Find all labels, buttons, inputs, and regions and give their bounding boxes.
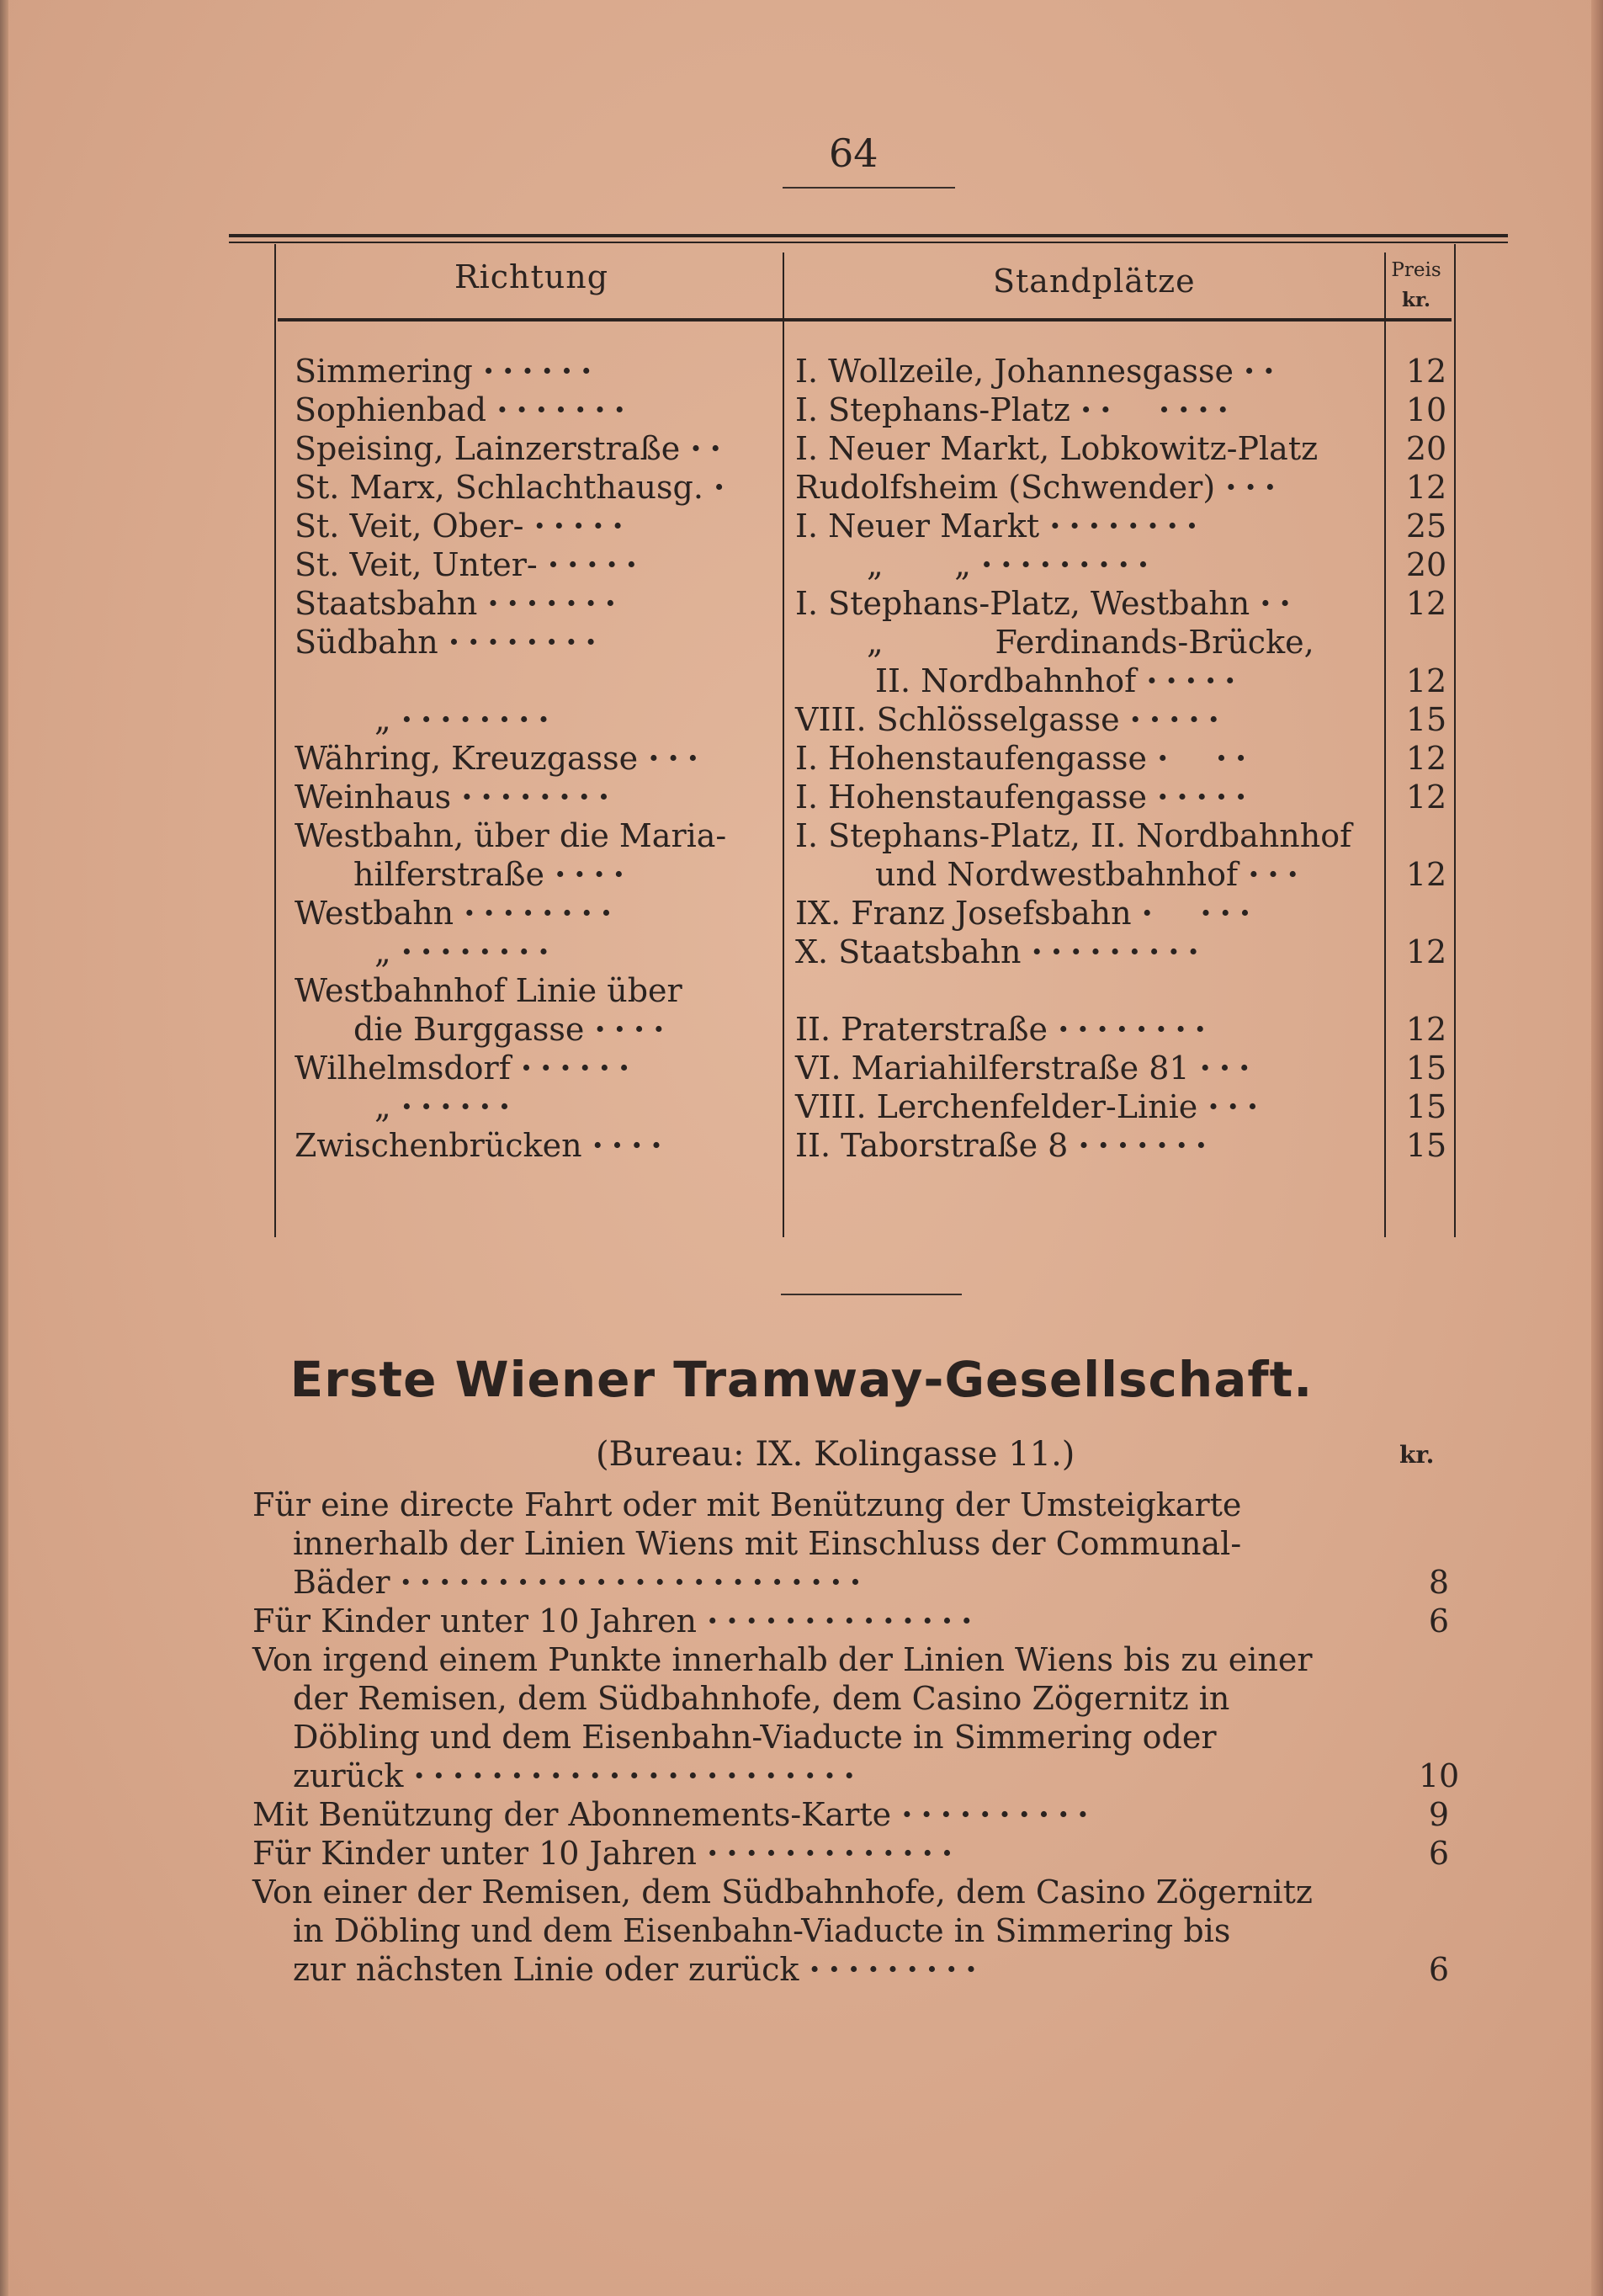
fare-line-text: Für eine directe Fahrt oder mit Benützung der Umsteigkarte [252, 1486, 1242, 1523]
stop-text: I. Neuer Markt, Lobkowitz-Platz [795, 430, 1319, 467]
row-direction [295, 623, 605, 662]
direction-leader-dots: ········ [401, 700, 558, 738]
stop-leader-dots: ··· [1199, 1049, 1259, 1087]
stop-text: II. Nordbahnhof [875, 662, 1137, 699]
row-price: 12 [1405, 1011, 1447, 1048]
row-price: 15 [1405, 1050, 1447, 1087]
row-direction [295, 468, 733, 507]
fare-line-text: zur nächsten Linie oder zurück [293, 1951, 799, 1988]
table-divider-direction-stops [783, 252, 784, 1237]
stop-text: I. Neuer Markt [795, 508, 1040, 545]
stop-leader-dots: ········ [1049, 507, 1207, 545]
row-price: 12 [1405, 353, 1447, 390]
row-direction [295, 1049, 638, 1087]
fare-line-leader-dots: ········· [809, 1950, 985, 1988]
direction-text: Südbahn [295, 624, 438, 661]
fare-line-text: Von einer der Remisen, dem Südbahnhofe, dem Casino Zögernitz [252, 1873, 1313, 1911]
stop-leader-dots: · ··· [1141, 894, 1260, 932]
fare-line [252, 1640, 1313, 1679]
row-price: 12 [1405, 779, 1447, 816]
row-price: 12 [1405, 662, 1447, 699]
row-stop [795, 1010, 1214, 1049]
row-direction [295, 1126, 671, 1165]
direction-leader-dots: ···· [592, 1126, 671, 1164]
direction-leader-dots: ····· [547, 545, 645, 583]
row-direction [374, 700, 558, 739]
direction-leader-dots: ····· [533, 507, 632, 545]
row-stop [795, 1087, 1266, 1126]
direction-text: „ [374, 1088, 391, 1125]
row-stop [795, 1049, 1258, 1087]
stop-leader-dots: ········· [981, 545, 1158, 583]
direction-text: Zwischenbrücken [295, 1127, 582, 1164]
stop-text: VIII. Lerchenfelder-Linie [795, 1088, 1198, 1125]
row-stop [795, 739, 1255, 778]
row-price: 20 [1405, 430, 1447, 467]
header-price-unit: kr. [1402, 289, 1430, 311]
stop-leader-dots: ··· [1248, 855, 1307, 893]
book-spine-edge [0, 0, 8, 2296]
direction-leader-dots: ······ [482, 352, 601, 390]
section-price-unit: kr. [1399, 1441, 1435, 1469]
fare-line-text: zurück [293, 1757, 404, 1794]
fare-line-leader-dots: ·········· [901, 1795, 1097, 1833]
fare-line [252, 1873, 1313, 1911]
row-stop [795, 933, 1208, 971]
fare-line [293, 1679, 1229, 1718]
row-stop [875, 855, 1307, 894]
row-stop [795, 352, 1283, 391]
table-divider-stops-price [1384, 252, 1386, 1237]
stop-leader-dots: ··· [1208, 1087, 1267, 1125]
stop-leader-dots: ·· [1260, 584, 1299, 622]
direction-leader-dots: ···· [594, 1010, 673, 1048]
direction-leader-dots: ········ [464, 894, 621, 932]
direction-leader-dots: ······ [520, 1049, 639, 1087]
row-stop [795, 1126, 1215, 1165]
stop-leader-dots: ········· [1031, 933, 1208, 970]
stop-text: I. Hohenstaufengasse [795, 779, 1148, 816]
row-stop [795, 507, 1206, 545]
stop-text: I. Stephans-Platz [795, 391, 1070, 428]
row-direction [295, 894, 620, 933]
fare-line [293, 1563, 869, 1602]
direction-leader-dots: ··· [648, 739, 707, 777]
row-direction [374, 1087, 518, 1126]
direction-text: Westbahn [295, 895, 454, 932]
page-right-edge [1591, 0, 1603, 2296]
direction-text: Simmering [295, 353, 473, 390]
stop-leader-dots: ····· [1157, 778, 1255, 816]
fare-line-leader-dots: ······················· [413, 1757, 863, 1794]
fare-line-leader-dots: ························ [400, 1563, 870, 1601]
row-stop [795, 816, 1351, 855]
fare-line-text: Von irgend einem Punkte innerhalb der Linien Wiens bis zu einer [252, 1641, 1313, 1678]
row-direction [374, 933, 558, 971]
section-divider [781, 1294, 962, 1295]
row-stop [795, 468, 1284, 507]
stop-text: I. Stephans-Platz, Westbahn [795, 585, 1250, 622]
stop-text: VI. Mariahilferstraße 81 [795, 1050, 1190, 1087]
row-direction [295, 971, 682, 1010]
row-price: 20 [1405, 546, 1447, 583]
direction-leader-dots: ········ [448, 623, 605, 661]
direction-text: St. Veit, Unter- [295, 546, 538, 583]
row-price: 12 [1405, 933, 1447, 970]
row-price: 12 [1405, 856, 1447, 893]
row-stop [867, 545, 1157, 584]
fare-line-price: 6 [1428, 1602, 1450, 1640]
table-top-rule [229, 234, 1508, 237]
direction-leader-dots: ·· [690, 429, 730, 467]
section-title: Erste Wiener Tramway-Gesellschaft. [289, 1351, 1314, 1408]
direction-leader-dots: ········ [461, 778, 618, 816]
fare-line-text: Für Kinder unter 10 Jahren [252, 1602, 698, 1640]
direction-text: Speising, Lainzerstraße [295, 430, 681, 467]
row-direction [353, 1010, 672, 1049]
row-stop [875, 662, 1244, 700]
header-stops: Standplätze [993, 263, 1196, 300]
direction-text: Westbahnhof Linie über [295, 972, 682, 1009]
direction-text: Staatsbahn [295, 585, 478, 622]
fare-line [252, 1795, 1097, 1834]
row-direction [295, 391, 634, 429]
fare-line [293, 1950, 985, 1989]
header-price-label: Preis [1391, 259, 1441, 281]
fare-line-price: 6 [1428, 1835, 1450, 1872]
fare-line [293, 1524, 1241, 1563]
page-number-rule [783, 187, 955, 189]
row-direction [295, 816, 726, 855]
row-direction [295, 352, 600, 391]
direction-leader-dots: ······ [401, 1087, 519, 1125]
stop-leader-dots: ······· [1078, 1126, 1216, 1164]
row-direction [295, 507, 632, 545]
fare-line [252, 1602, 980, 1640]
direction-text: Währing, Kreuzgasse [295, 740, 639, 777]
fare-line-price: 6 [1428, 1951, 1450, 1988]
fare-line-text: Für Kinder unter 10 Jahren [252, 1835, 698, 1872]
stop-text: IX. Franz Josefsbahn [795, 895, 1132, 932]
table-border-left [274, 244, 276, 1237]
stop-leader-dots: ····· [1129, 700, 1228, 738]
row-price: 25 [1405, 508, 1447, 545]
fare-line-leader-dots: ············· [707, 1834, 962, 1872]
stop-text: VIII. Schlösselgasse [795, 701, 1120, 738]
direction-text: „ [374, 701, 391, 738]
stop-leader-dots: ··· [1225, 468, 1284, 506]
fare-line-price: 9 [1428, 1796, 1450, 1833]
row-direction [295, 778, 618, 816]
row-stop [795, 700, 1228, 739]
row-price: 15 [1405, 701, 1447, 738]
stop-text: I. Wollzeile, Johannesgasse [795, 353, 1234, 390]
stop-text: Rudolfsheim (Schwender) [795, 469, 1216, 506]
page-number: 64 [829, 130, 878, 176]
row-price: 12 [1405, 740, 1447, 777]
fare-line-price: 8 [1428, 1564, 1450, 1601]
stop-leader-dots: ········ [1058, 1010, 1214, 1048]
row-stop [795, 778, 1255, 816]
fare-line [293, 1757, 863, 1795]
direction-text: Westbahn, über die Maria- [295, 817, 727, 854]
direction-leader-dots: ···· [555, 855, 633, 893]
stop-leader-dots: ····· [1146, 662, 1245, 699]
direction-leader-dots: ······· [487, 584, 625, 622]
row-stop [795, 429, 1318, 468]
fare-line-text: der Remisen, dem Südbahnhofe, dem Casino Zögernitz in [293, 1680, 1230, 1717]
header-direction: Richtung [454, 258, 609, 295]
direction-leader-dots: ········ [401, 933, 558, 970]
row-stop [867, 623, 1314, 662]
direction-text: St. Veit, Ober- [295, 508, 524, 545]
fare-line-leader-dots: ·············· [707, 1602, 981, 1640]
row-direction [295, 545, 645, 584]
stop-leader-dots: · ·· [1157, 739, 1255, 777]
direction-text: Weinhaus [295, 779, 452, 816]
row-price: 15 [1405, 1127, 1447, 1164]
stop-text: II. Praterstraße [795, 1011, 1048, 1048]
direction-text: „ [374, 933, 391, 970]
direction-text: Sophienbad [295, 391, 487, 428]
table-top-rule-thin [229, 242, 1508, 243]
fare-line [252, 1834, 961, 1873]
stop-text: I. Stephans-Platz, II. Nordbahnhof [795, 817, 1352, 854]
direction-text: hilferstraße [353, 856, 544, 893]
fare-line [293, 1718, 1217, 1757]
fare-line-text: Döbling und dem Eisenbahn-Viaducte in Simmering oder [293, 1719, 1217, 1756]
fare-line-text: Mit Benützung der Abonnements-Karte [252, 1796, 892, 1833]
stop-text: und Nordwestbahnhof [875, 856, 1239, 893]
row-stop [795, 894, 1259, 933]
header-price [1390, 255, 1442, 316]
stop-leader-dots: ·· [1244, 352, 1283, 390]
row-price: 15 [1405, 1088, 1447, 1125]
fare-line [252, 1485, 1241, 1524]
fare-line [293, 1911, 1230, 1950]
fare-line-text: Bäder [293, 1564, 390, 1601]
direction-text: St. Marx, Schlachthausg. [295, 469, 703, 506]
row-direction [353, 855, 633, 894]
stop-text: I. Hohenstaufengasse [795, 740, 1148, 777]
stop-text: „ Ferdinands-Brücke, [867, 624, 1314, 661]
fare-line-price: 10 [1418, 1757, 1460, 1794]
direction-leader-dots: ······· [496, 391, 634, 428]
row-direction [295, 739, 707, 778]
row-price: 12 [1405, 469, 1447, 506]
table-border-right [1454, 244, 1456, 1237]
fare-line-text: in Döbling und dem Eisenbahn-Viaducte in Simmering bis [293, 1912, 1231, 1949]
row-stop [795, 391, 1237, 429]
stop-text: II. Taborstraße 8 [795, 1127, 1069, 1164]
row-direction [295, 584, 624, 623]
section-subtitle: (Bureau: IX. Kolingasse 11.) [596, 1435, 1075, 1474]
direction-leader-dots: · [714, 468, 734, 506]
table-header-rule [278, 318, 1452, 322]
stop-text: „ „ [867, 546, 971, 583]
row-stop [795, 584, 1299, 623]
row-price: 10 [1405, 391, 1447, 428]
direction-text: die Burggasse [353, 1011, 585, 1048]
stop-leader-dots: ·· ···· [1080, 391, 1237, 428]
direction-text: Wilhelmsdorf [295, 1050, 511, 1087]
fare-line-text: innerhalb der Linien Wiens mit Einschluss der Communal- [293, 1525, 1242, 1562]
row-direction [295, 429, 730, 468]
stop-text: X. Staatsbahn [795, 933, 1022, 970]
row-price: 12 [1405, 585, 1447, 622]
